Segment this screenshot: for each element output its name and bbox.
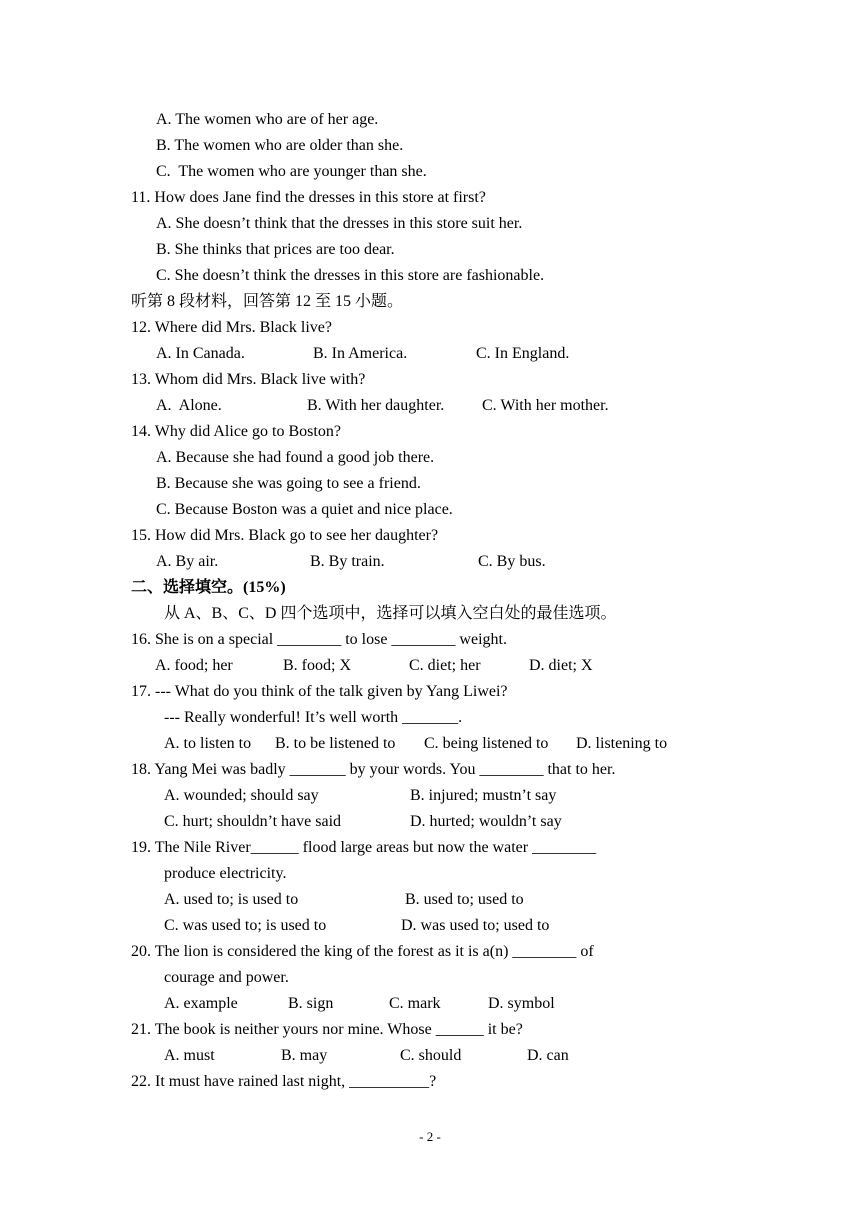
- option-10b: B. The women who are older than she.: [156, 137, 404, 154]
- option-17b: B. to be listened to: [275, 735, 396, 752]
- option-18b: B. injured; mustn’t say: [410, 787, 557, 804]
- option-20b: B. sign: [288, 995, 334, 1012]
- question-13: 13. Whom did Mrs. Black live with?: [131, 371, 366, 388]
- question-14: 14. Why did Alice go to Boston?: [131, 423, 341, 440]
- option-19b: B. used to; used to: [405, 891, 524, 908]
- option-19a: A. used to; is used to: [164, 891, 299, 908]
- option-19c: C. was used to; is used to: [164, 917, 327, 934]
- option-18c: C. hurt; shouldn’t have said: [164, 813, 342, 830]
- option-14c: C. Because Boston was a quiet and nice place.: [156, 501, 453, 518]
- option-14b: B. Because she was going to see a friend.: [156, 475, 421, 492]
- option-12b: B. In America.: [313, 345, 408, 362]
- question-19: 19. The Nile River______ flood large areas but now the water ________: [131, 839, 597, 856]
- question-19-cont: produce electricity.: [164, 865, 287, 882]
- option-16a: A. food; her: [155, 657, 233, 674]
- section-heading: 二、选择填空。(15%): [131, 579, 286, 596]
- option-12a: A. In Canada.: [156, 345, 245, 362]
- option-11c: C. She doesn’t think the dresses in this store are fashionable.: [156, 267, 545, 284]
- option-10a: A. The women who are of her age.: [156, 111, 379, 128]
- option-17a: A. to listen to: [164, 735, 252, 752]
- section-instruction: 听第 8 段材料，回答第 12 至 15 小题。: [131, 293, 404, 310]
- question-20: 20. The lion is considered the king of the forest as it is a(n) ________ of: [131, 943, 594, 960]
- question-21: 21. The book is neither yours nor mine. Whose ______ it be?: [131, 1021, 523, 1038]
- option-11b: B. She thinks that prices are too dear.: [156, 241, 395, 258]
- question-16: 16. She is on a special ________ to lose ________ weight.: [131, 631, 507, 648]
- question-15: 15. How did Mrs. Black go to see her daughter?: [131, 527, 439, 544]
- option-21b: B. may: [281, 1047, 328, 1064]
- option-21c: C. should: [400, 1047, 462, 1064]
- option-15b: B. By train.: [310, 553, 385, 570]
- option-18d: D. hurted; wouldn’t say: [410, 813, 562, 830]
- option-11a: A. She doesn’t think that the dresses in this store suit her.: [156, 215, 523, 232]
- question-22: 22. It must have rained last night, __________?: [131, 1073, 437, 1090]
- question-20-cont: courage and power.: [164, 969, 289, 986]
- option-20a: A. example: [164, 995, 238, 1012]
- option-15c: C. By bus.: [478, 553, 546, 570]
- option-16c: C. diet; her: [409, 657, 481, 674]
- question-18: 18. Yang Mei was badly _______ by your words. You ________ that to her.: [131, 761, 616, 778]
- option-21d: D. can: [527, 1047, 569, 1064]
- option-14a: A. Because she had found a good job there.: [156, 449, 435, 466]
- option-17d: D. listening to: [576, 735, 668, 752]
- option-16d: D. diet; X: [529, 657, 593, 674]
- section-directions: 从 A、B、C、D 四个选项中，选择可以填入空白处的最佳选项。: [164, 605, 617, 622]
- option-21a: A. must: [164, 1047, 215, 1064]
- option-12c: C. In England.: [476, 345, 570, 362]
- option-13b: B. With her daughter.: [307, 397, 445, 414]
- page-number: - 2 -: [419, 1129, 441, 1144]
- option-20c: C. mark: [389, 995, 441, 1012]
- question-17: 17. --- What do you think of the talk given by Yang Liwei?: [131, 683, 508, 700]
- question-11: 11. How does Jane find the dresses in this store at first?: [131, 189, 486, 206]
- option-17c: C. being listened to: [424, 735, 549, 752]
- option-18a: A. wounded; should say: [164, 787, 319, 804]
- option-15a: A. By air.: [156, 553, 219, 570]
- option-13c: C. With her mother.: [482, 397, 609, 414]
- option-10c: C. The women who are younger than she.: [156, 163, 427, 180]
- option-20d: D. symbol: [488, 995, 555, 1012]
- question-17-reply: --- Really wonderful! It’s well worth _______.: [164, 709, 463, 726]
- option-19d: D. was used to; used to: [401, 917, 550, 934]
- question-12: 12. Where did Mrs. Black live?: [131, 319, 332, 336]
- option-13a: A. Alone.: [156, 397, 222, 414]
- option-16b: B. food; X: [283, 657, 351, 674]
